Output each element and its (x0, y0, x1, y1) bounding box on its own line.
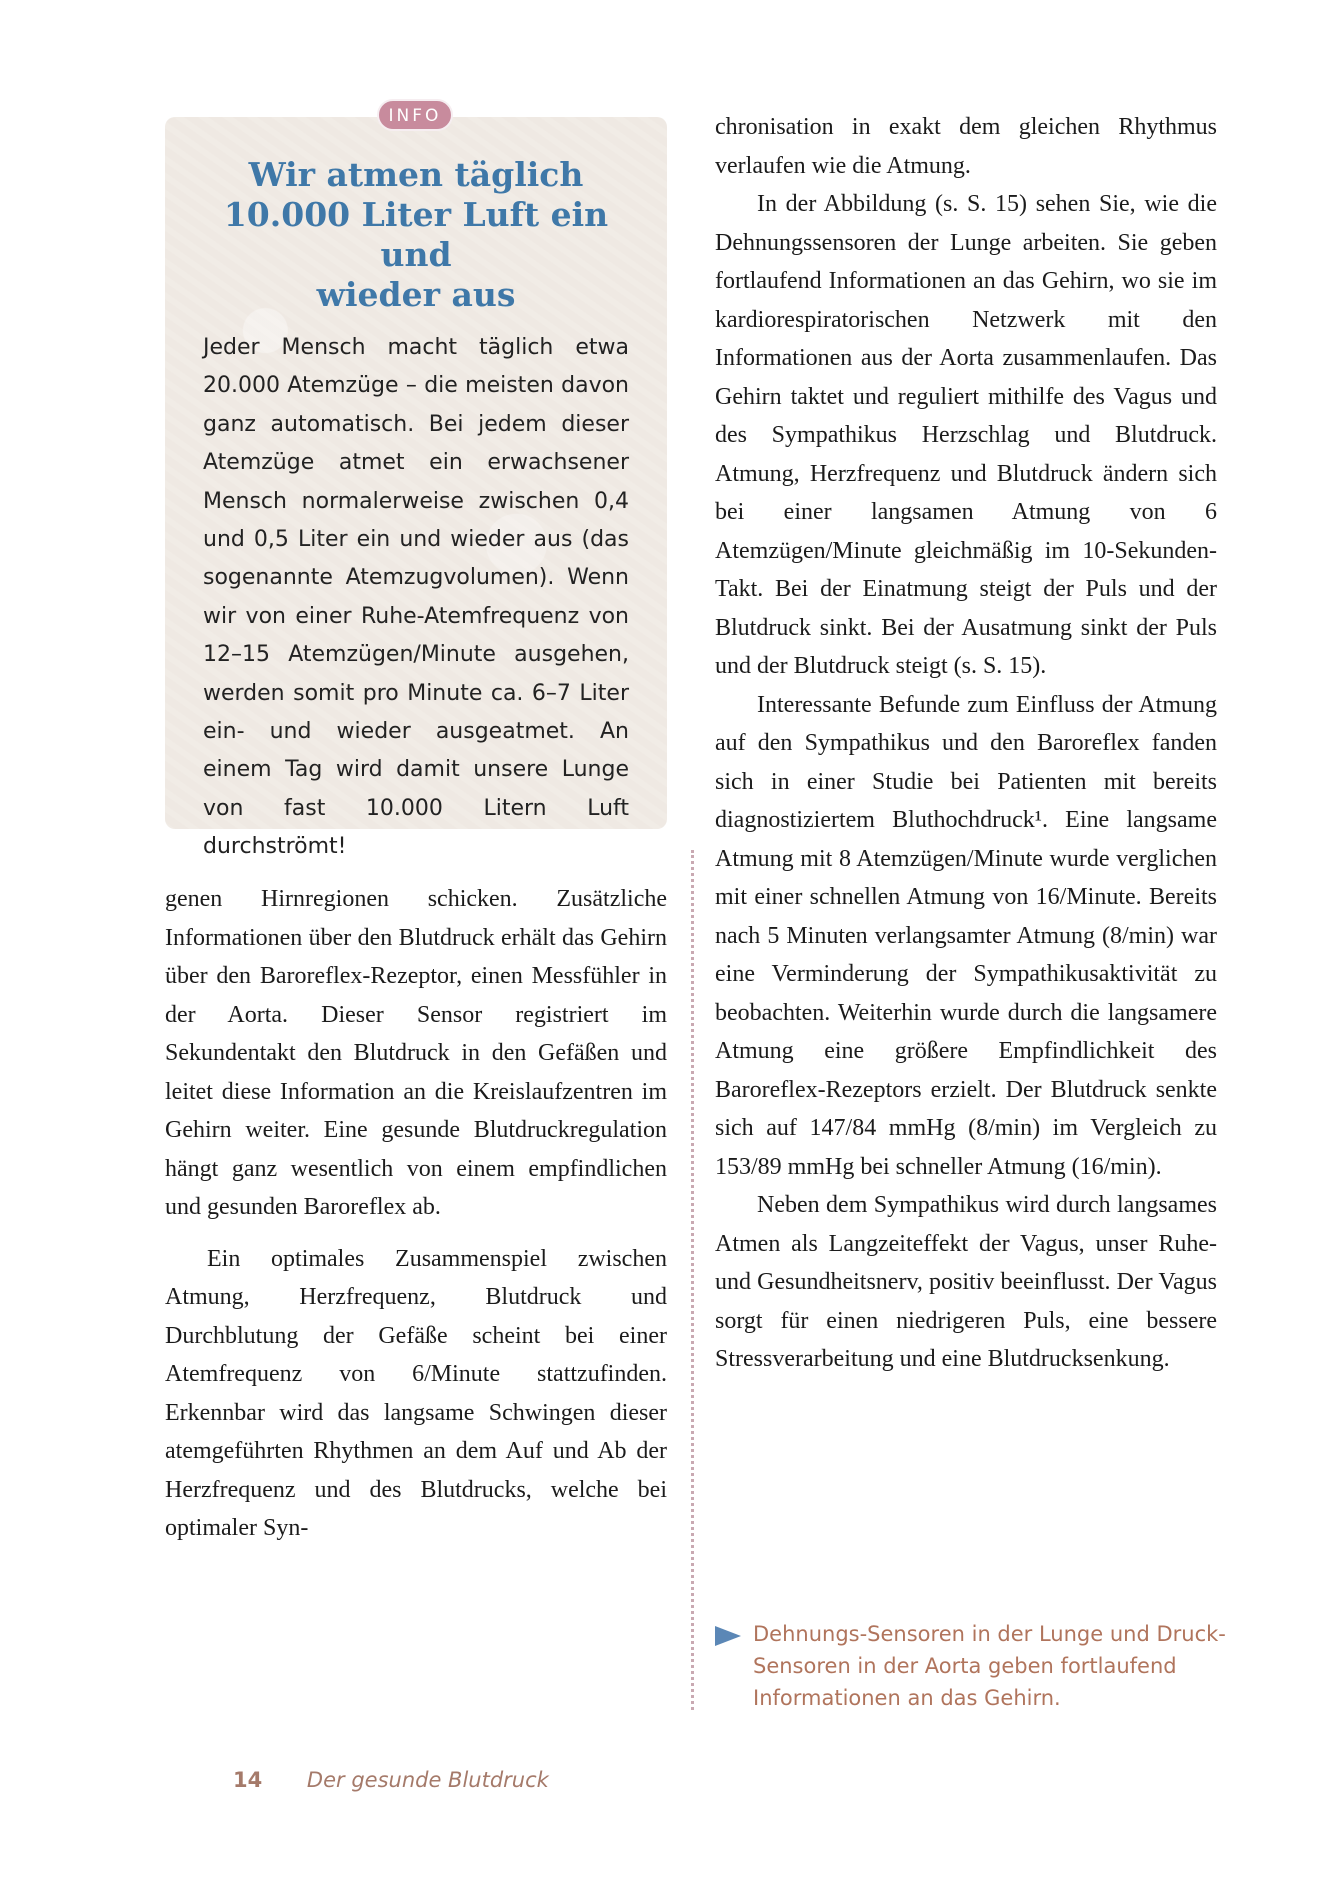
triangle-right-icon (715, 1626, 741, 1646)
info-title (203, 155, 629, 315)
figure-caption (715, 1618, 1235, 1714)
right-paragraph-3: Interessante Befunde zum Einfluss der Atmung auf den Sympathikus und den Baroreflex fanden sich in einer Studie bei Patienten mit bereits diagnostiziertem Bluthochdruck¹. Eine langsame Atmung mit 8 Atemzügen/Minute wurde verglichen mit einer schnellen Atmung von 16/Minute. Bereits nach 5 Minuten verlangsamter Atmung (8/min) war eine Verminderung der Sympathikusaktivität zu beobachten. Weiterhin wurde durch die langsamere Atmung eine größere Empfindlichkeit des Baroreflex-Rezeptors erzielt. Der Blutdruck senkte sich auf 147/84 mmHg (8/min) im Vergleich zu 153/89 mmHg bei schneller Atmung (16/min). (715, 691, 1217, 1180)
column-divider (691, 850, 694, 1710)
right-paragraph-1: chronisation in exakt dem gleichen Rhythmus verlaufen wie die Atmung. (715, 114, 1217, 179)
left-paragraph-2: Ein optimales Zusammenspiel zwischen Atmung, Herzfrequenz, Blutdruck und Durchblutung der Gefäße scheint bei einer Atemfrequenz von 6/Minute stattzufinden. Erkennbar wird das langsame Schwingen dieser atemgeführten Rhythmen an dem Auf und Ab der Herzfrequenz und des Blutdrucks, welche bei optimaler Syn- (165, 1245, 667, 1541)
info-badge: INFO (377, 99, 453, 131)
info-text: Jeder Mensch macht täglich etwa 20.000 Atemzüge – die meisten davon ganz automatisch. Bei jedem dieser Atemzüge atmet ein erwachsener Mensch normalerweise zwischen 0,4 und 0,5 Liter ein und wieder aus (das sogenannte Atemzugvolumen). Wenn wir von einer Ruhe-Atemfrequenz von 12–15 Atemzügen/Minute ausgehen, werden somit pro Minute ca. 6–7 Liter ein- und wieder ausgeatmet. An einem Tag wird damit unsere Lunge von fast 10.000 Litern Luft durchströmt! (203, 335, 629, 860)
page-number: 14 (233, 1768, 263, 1792)
caption-text: Dehnungs-Sensoren in der Lunge und Druck-Sensoren in der Aorta geben fortlaufend Informationen an das Gehirn. (753, 1622, 1226, 1710)
right-column (715, 108, 1217, 1379)
info-title-line-1: Wir atmen täglich (248, 155, 584, 194)
info-title-line-2: 10.000 Liter Luft ein und (223, 195, 609, 274)
right-paragraph-2: In der Abbildung (s. S. 15) sehen Sie, wie die Dehnungssensoren der Lunge arbeiten. Sie geben fortlaufend Informationen an das Gehirn, wo sie im kardiorespiratorischen Netzwerk mit den Informationen aus der Aorta zusammenlaufen. Das Gehirn taktet und reguliert mithilfe des Vagus und des Sympathikus Herzschlag und Blutdruck. Atmung, Herzfrequenz und Blutdruck ändern sich bei einer langsamen Atmung von 6 Atemzügen/Minute gleichmäßig im 10-Sekunden-Takt. Bei der Einatmung steigt der Puls und der Blutdruck sinkt. Bei der Ausatmung sinkt der Puls und der Blutdruck steigt (s. S. 15). (715, 191, 1217, 679)
right-paragraph-4: Neben dem Sympathikus wird durch langsames Atmen als Langzeiteffekt der Vagus, unser Ruhe- und Gesundheitsnerv, positiv beeinflusst. Der Vagus sorgt für einen niedrigeren Puls, eine bessere Stressverarbeitung und eine Blutdrucksenkung. (715, 1192, 1217, 1372)
info-box (165, 117, 667, 860)
book-title: Der gesunde Blutdruck (306, 1768, 549, 1792)
left-column (165, 880, 667, 1548)
left-paragraph-1: genen Hirnregionen schicken. Zusätzliche Informationen über den Blutdruck erhält das Gehirn über den Baroreflex-Rezeptor, einen Messfühler in der Aorta. Dieser Sensor registriert im Sekundentakt den Blutdruck in den Gefäßen und leitet diese Information an die Kreislaufzentren im Gehirn weiter. Eine gesunde Blutdruckregulation hängt ganz wesentlich von einem empfindlichen und gesunden Baroreflex ab. (165, 886, 667, 1220)
page-footer (233, 1768, 549, 1792)
info-title-line-3: wieder aus (316, 275, 516, 314)
